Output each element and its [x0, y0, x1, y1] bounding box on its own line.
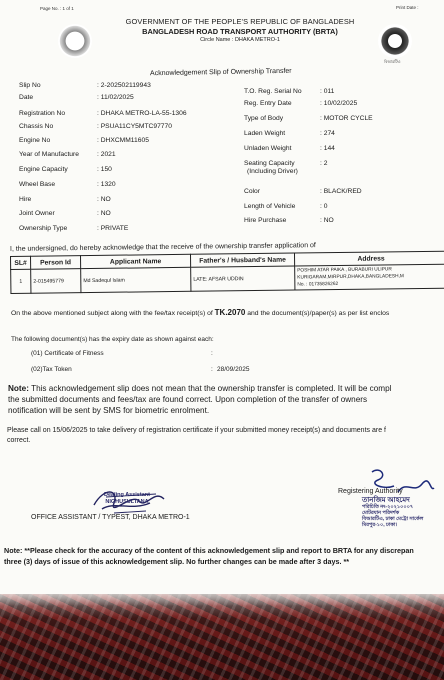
- field-color: Color: BLACK/RED: [244, 188, 362, 195]
- field-reg-entry-date: Reg. Entry Date: 10/02/2025: [244, 100, 357, 107]
- field-type-of-body: Type of Body: MOTOR CYCLE: [244, 115, 373, 122]
- background-fabric: [0, 594, 444, 680]
- field-engine-no: Engine No: DHXCMM11605: [19, 137, 149, 144]
- field-length-of-vehicle: Length of Vehicle: 0: [244, 203, 327, 210]
- header-circle-name: Circle Name : DHAKA METRO-1: [200, 37, 280, 43]
- delivery-call-line: Please call on 15/06/2025 to take delivery of registration certificate if your submitted money receipt(s) and documents are f correct.: [7, 427, 386, 444]
- cell-person-id: 2-015495779: [31, 269, 81, 294]
- header-government: GOVERNMENT OF THE PEOPLE'S REPUBLIC OF BANGLADESH: [125, 17, 355, 26]
- field-registration-no: Registration No: DHAKA METRO-LA-55-1306: [19, 110, 187, 117]
- registering-authority-label: Registering Authority: [338, 488, 403, 495]
- footer-note: Note: **Please check for the accuracy of the content of this acknowledgement slip and report to BRTA for any discrepan three (3) days of issue of this acknowledgement slip. No further changes can be made after 3 days. **: [4, 546, 414, 566]
- acknowledgement-statement: I, the undersigned, do hereby acknowledge that the receive of the ownership transfer application of: [9, 242, 316, 253]
- field-to-reg-serial-no: T.O. Reg. Serial No: 011: [244, 88, 334, 95]
- expiry-intro: The following document(s) has the expiry date as shown against each:: [11, 336, 214, 343]
- field-date: Date: 11/02/2025: [19, 94, 134, 101]
- field-seating-capacity: Seating Capacity (Including Driver): 2: [244, 160, 327, 176]
- cell-sl: 1: [11, 269, 31, 293]
- header-father-husband-name: Father's / Husband's Name: [190, 253, 294, 267]
- applicant-table: [10, 251, 444, 294]
- field-ownership-type: Ownership Type: PRIVATE: [19, 225, 128, 232]
- right-stamp: তানজিম আহমেদ পরিচিতি নং-২০২১০০০৭ মোটরযান পরিদর্শক বিআরটিএ, ঢাকা মেট্রো সার্কেল মিরপুর-১০, ঢাকা।: [362, 497, 424, 528]
- page-number-label: Page No. : 1 of 1: [40, 6, 74, 11]
- header-address: Address: [294, 251, 444, 266]
- field-hire: Hire: NO: [19, 196, 111, 203]
- bangladesh-emblem-icon: [58, 24, 92, 58]
- field-wheel-base: Wheel Base: 1320: [19, 181, 116, 188]
- slip-title: Acknowledgement Slip of Ownership Transfer: [149, 67, 292, 78]
- cell-father-name: LATE: AFSAR UDDIN: [191, 266, 295, 291]
- field-unladen-weight: Unladen Weight: 144: [244, 145, 335, 152]
- note-paragraph: Note: This acknowledgement slip does not mean that the ownership transfer is completed. It will be compl the submitted documents and fees/tax are found correct. Upon completion of the transfer of owners notification will be sent by SMS for biometric enrolment.: [8, 384, 392, 415]
- left-stamp: Dealing Assistant NIGHUSULTANA: [104, 492, 150, 505]
- field-laden-weight: Laden Weight: 274: [244, 130, 335, 137]
- field-chassis-no: Chassis No: PSUA11CY5MTC97770: [19, 123, 172, 130]
- brta-logo-caption: বিআরটিএ: [384, 59, 401, 64]
- header-applicant-name: Applicant Name: [81, 254, 191, 268]
- paper-edge: [0, 586, 444, 606]
- header-authority: BANGLADESH ROAD TRANSPORT AUTHORITY (BRTA): [142, 27, 338, 36]
- header-person-id: Person Id: [31, 256, 81, 270]
- document-fitness: (01) Certificate of Fitness :: [31, 350, 213, 357]
- field-slip-no: Slip No: 2-202502119943: [19, 82, 151, 89]
- brta-logo-icon: [378, 24, 412, 58]
- field-engine-capacity: Engine Capacity: 150: [19, 166, 112, 173]
- table-row: [11, 264, 444, 293]
- field-hire-purchase: Hire Purchase: NO: [244, 217, 334, 224]
- fee-line: On the above mentioned subject along with the fee/tax receipt(s) of TK.2070 and the document(s)/paper(s) as per list enclos: [11, 308, 390, 317]
- office-assistant-label: OFFICE ASSISTANT / TYPEST, DHAKA METRO-1: [31, 514, 190, 521]
- cell-applicant-name: Md Sadequl Islam: [81, 267, 191, 292]
- header-sl: SL#: [11, 256, 31, 269]
- document-tax-token: (02)Tax Token : 28/09/2025: [31, 366, 250, 373]
- cell-address: POSHIM ATAR PAIKA , BURABURI ULIPUR KURIGARAM,MIRPUR,DHAKA,BANGLADESH,M No. : 01735826262: [295, 264, 444, 290]
- print-date-label: Print Date :: [396, 5, 419, 10]
- field-year-of-manufacture: Year of Manufacture: 2021: [19, 151, 116, 158]
- field-joint-owner: Joint Owner: NO: [19, 210, 111, 217]
